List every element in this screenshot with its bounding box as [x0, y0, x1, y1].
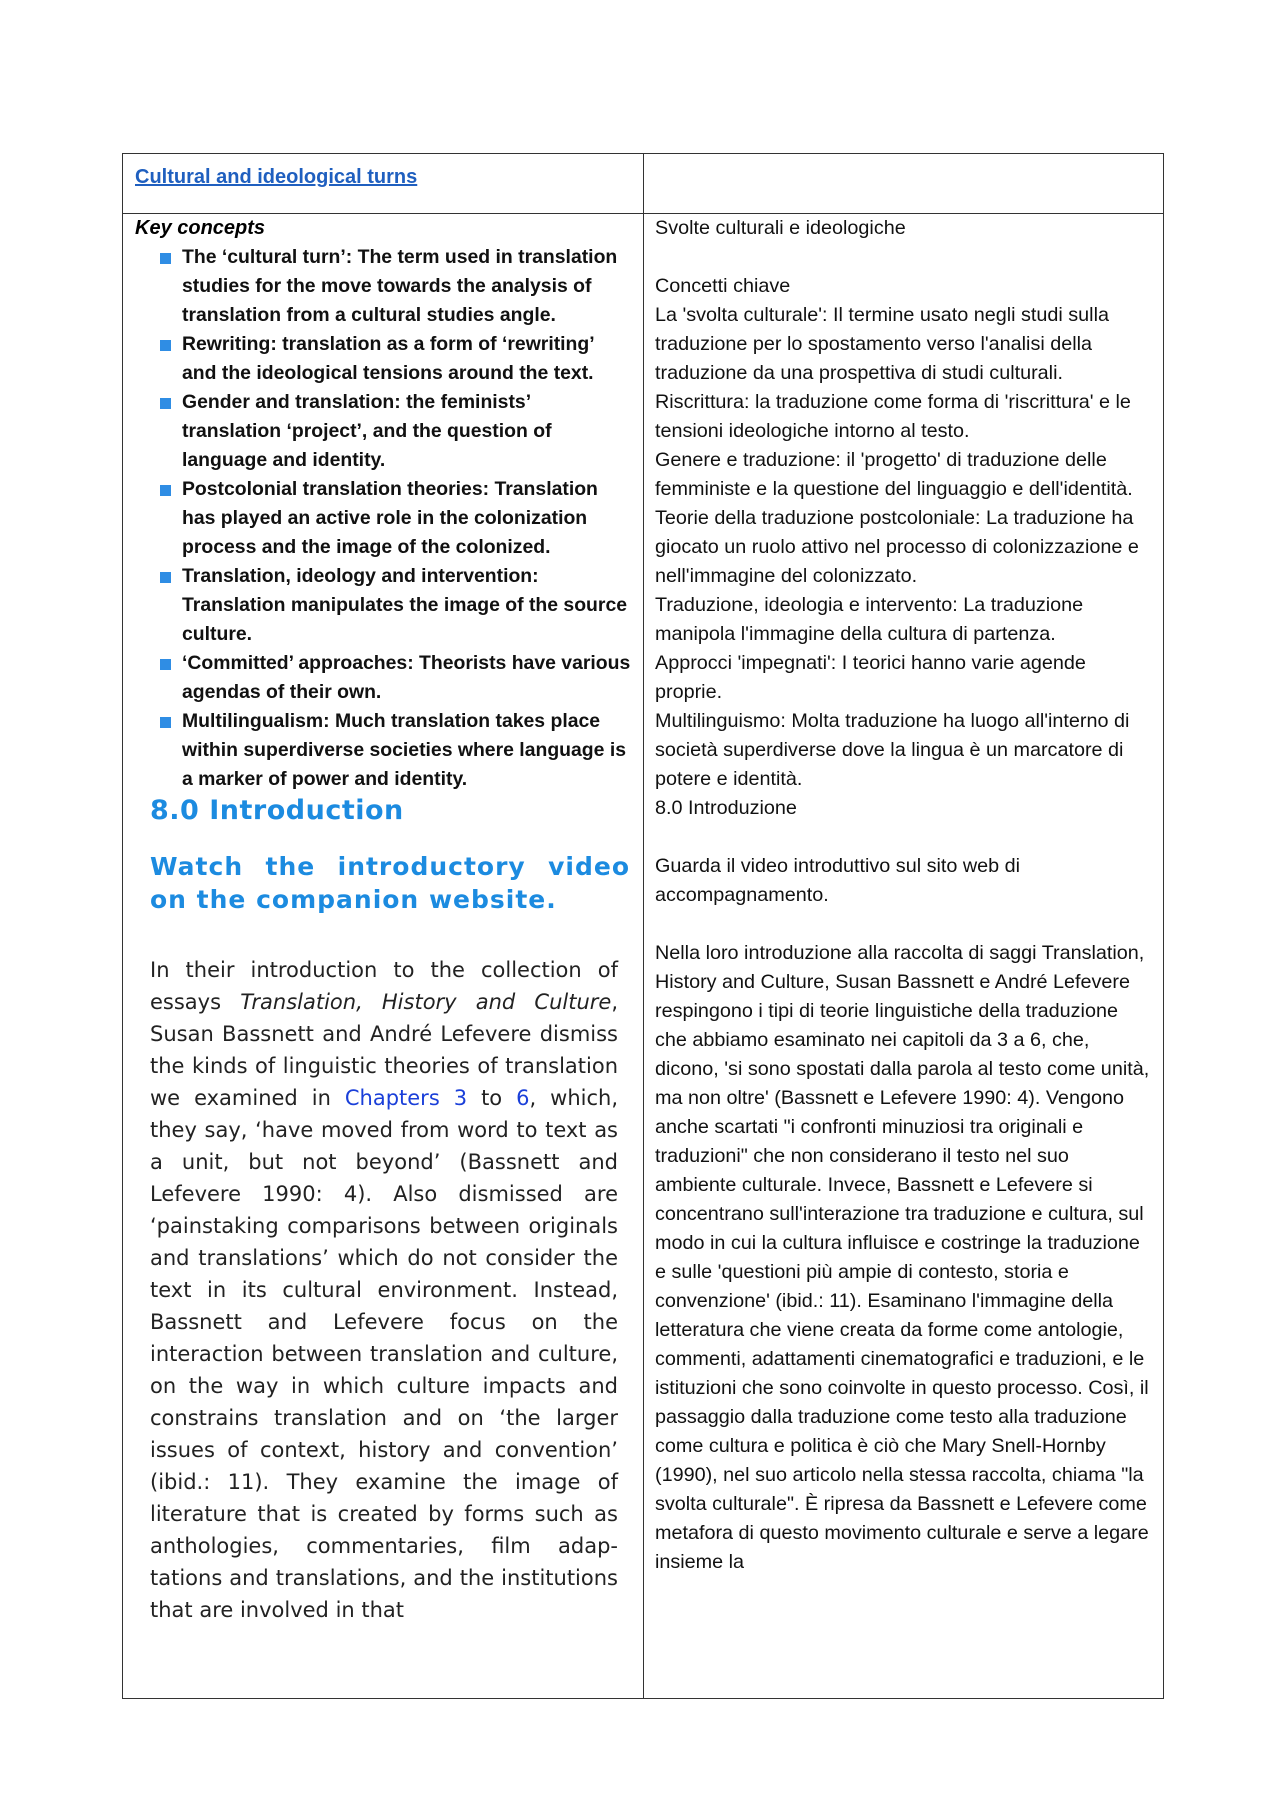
concept-item: Translation, ideology and intervention: Translation manipulates the image of the source culture. [135, 562, 631, 649]
italian-line: Traduzione, ideologia e intervento: La traduzione manipola l'immagine della cultura di partenza. [655, 594, 1084, 645]
square-bullet-icon [160, 485, 171, 496]
concept-item: ‘Committed’ approaches: Theorists have various agendas of their own. [135, 649, 631, 707]
concept-item: Multilingualism: Much translation takes place within superdiverse societies where language is a marker of power and identity. [135, 707, 631, 794]
header-cell-right [644, 154, 1163, 213]
italian-line: Multilinguismo: Molta traduzione ha luogo all'interno di società superdiverse dove la lingua è un marcatore di potere e identità. [655, 710, 1130, 790]
square-bullet-icon [160, 572, 171, 583]
square-bullet-icon [160, 253, 171, 264]
italian-column [644, 214, 1163, 1698]
chapter-title-link[interactable]: Cultural and ideological turns [135, 166, 418, 188]
italian-line: Teorie della traduzione postcoloniale: La traduzione ha giocato un ruolo attivo nel processo di colonizzazione e nell'immagine del colonizzato. [655, 507, 1139, 587]
chapters-link[interactable]: Chapters 3 [344, 1086, 468, 1110]
section-heading: 8.0 Introduction [150, 795, 404, 826]
italian-line: Riscrittura: la traduzione come forma di 'riscrittura' e le tensioni ideologiche intorno al testo. [655, 391, 1131, 442]
header-cell-left [123, 154, 643, 213]
english-body-text: In their introduction to the collection of essays Translation, History and Culture, Susan Bassnett and André Lefevere dismiss the kinds of linguistic theories of translation we examined in Chapters 3 to 6, which, they say, ‘have moved from word to text as a unit, but not beyond’ (Bassnett and Lefevere 1990: 4). Also dismissed are ‘painstaking comparisons between originals and translations’ which do not consider the text in its cultural environment. Instead, Bassnett and Lefevere focus on the interaction between translation and culture, on the way in which culture impacts and constrains translation and on ‘the larger issues of context, history and convention’ (ibid.: 11). They examine the image of literature that is created by forms such as anthologies, commentaries, film adap- tations and translations, and the institutions that are involved in that [150, 958, 618, 1622]
key-concepts-list [135, 243, 631, 794]
italian-line: Genere e traduzione: il 'progetto' di traduzione delle femministe e la questione del linguaggio e dell'identità. [655, 449, 1133, 500]
video-heading: Watch the introductory video on the companion website. [150, 852, 630, 914]
concept-item: Postcolonial translation theories: Translation has played an active role in the colonization process and the image of the colonized. [135, 475, 631, 562]
chapter-6-link[interactable]: 6 [516, 1086, 530, 1110]
italian-key-concepts: Concetti chiave [655, 275, 791, 297]
square-bullet-icon [160, 398, 171, 409]
square-bullet-icon [160, 340, 171, 351]
italian-body-text: Nella loro introduzione alla raccolta di saggi Translation, History and Culture, Susan Bassnett e André Lefevere respingono i tipi di teorie linguistiche della traduzione che abbiamo esaminato nei capitoli da 3 a 6, che, dicono, 'si sono spostati dalla parola al testo come unità, ma non oltre' (Bassnett e Lefevere 1990: 4). Vengono anche scartati "i confronti minuziosi tra originali e traduzioni" che non considerano il testo nel suo ambiente culturale. Invece, Bassnett e Lefevere si concentrano sull'interazione tra traduzione e cultura, sul modo in cui la cultura influisce e costringe la traduzione e sulle 'questioni più ampie di contesto, storia e convenzione' (ibid.: 11). Esaminano l'immagine della letteratura che viene creata da forme come antologie, commenti, adattamenti cinematografici e traduzioni, e le istituzioni che sono coinvolte in questo processo. Così, il passaggio dalla traduzione come testo alla traduzione come cultura e politica è ciò che Mary Snell-Hornby (1990), nel suo articolo nella stessa raccolta, chiama "la svolta culturale". È ripresa da Bassnett e Lefevere come metafora di questo movimento culturale e serve a legare insieme la [655, 942, 1150, 1573]
square-bullet-icon [160, 659, 171, 670]
italian-video: Guarda il video introduttivo sul sito web di accompagnamento. [655, 855, 1021, 906]
square-bullet-icon [160, 717, 171, 728]
concept-item: The ‘cultural turn’: The term used in translation studies for the move towards the analysis of translation from a cultural studies angle. [135, 243, 631, 330]
italian-line: Approcci 'impegnati': I teorici hanno varie agende proprie. [655, 652, 1086, 703]
concept-item: Gender and translation: the feminists’ translation ‘project’, and the question of language and identity. [135, 388, 631, 475]
concept-item: Rewriting: translation as a form of ‘rewriting’ and the ideological tensions around the text. [135, 330, 631, 388]
key-concepts-label: Key concepts [135, 217, 266, 239]
italian-line: La 'svolta culturale': Il termine usato negli studi sulla traduzione per lo spostamento verso l'analisi della traduzione da una prospettiva di studi culturali. [655, 304, 1109, 384]
italian-title: Svolte culturali e ideologiche [655, 217, 906, 239]
italian-line: 8.0 Introduzione [655, 797, 797, 819]
bilingual-table [122, 153, 1164, 1699]
english-column [123, 214, 643, 1698]
